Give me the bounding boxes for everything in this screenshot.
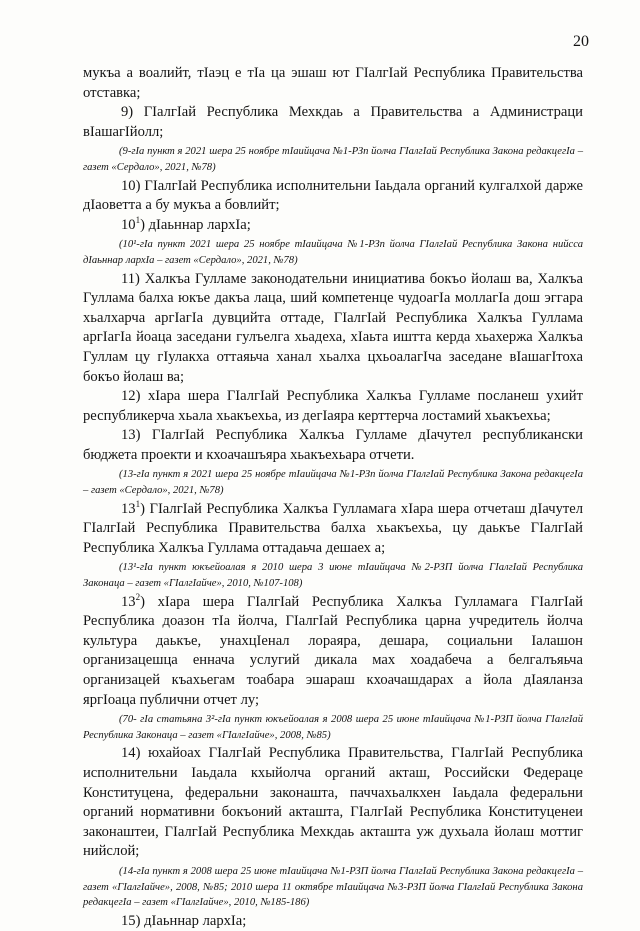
paragraph-item-15: 15) дӀаьннар лархӀа;: [121, 912, 247, 929]
amendment-note: (70- гӀа статьяна 3²-гӀа пункт юкъейоалая я 2008 шера 25 июне тӀаийцача №1-РЗП йолча ГӀалгӀай Республика Законаца – газет «ГӀалгӀайче», 2008, №85): [83, 714, 583, 741]
item-superscript: 1: [135, 498, 141, 509]
item-number: 10: [121, 216, 136, 233]
paragraph-item-11: 11) Халкъа Гулламе законодательни инициатива бокъо йолаш ва, Халкъа Гуллама балха юкъе дакъа лаца, ший компетенце чудоагӀа моллагӀа дош эггара хьалхарча аргӀагӀа дувцийта оттаде, ГӀалгӀай Республика Халкъа Гуллама аргӀагӀа йоаца заседани гулъелга хьадеха, хӀаьта иштта керда хьахержа Халкъа Гуллам цу гӀулакха оттаяьча ханал хьалха цхьоалагӀча заседане вӀашагӀтоха бокъо йолаш ва;: [83, 270, 583, 385]
item-text: ) дӀаьннар лархӀа;: [140, 216, 251, 233]
paragraph: мукъа а воалийт, тӀаэц е тӀа ца эшаш ют ГӀалгӀай Республика Правительства отставка;: [83, 65, 583, 101]
paragraph-item-10-1: [83, 216, 583, 236]
page-number: 20: [573, 33, 589, 50]
document-body: [83, 64, 583, 931]
paragraph-item-12: 12) хӀара шера ГӀалгӀай Республика Халкъа Гулламе посланеш ухийт республикерча хьала хьакъехьа, из дегӀаяра керттерча лостамий хьакъехьа;: [83, 388, 583, 424]
paragraph-item-13: 13) ГӀалгӀай Республика Халкъа Гулламе дӀачутел республикански бюджета проекти и кхоачашъяра хьакъехьара отчети.: [83, 427, 583, 463]
amendment-note: (9-гӀа пункт я 2021 шера 25 ноябре тӀаийцача №1-РЗп йолча ГӀалгӀай Республика Закона редакцегӀа – газет «Сердало», 2021, №78): [83, 146, 583, 173]
amendment-note: (10¹-гӀа пункт 2021 шера 25 ноябре тӀаийцача №1-РЗп йолча ГӀалгӀай Республика Закона нийсса дӀаьннар лархӀа – газет «Сердало», 2021, №78): [83, 239, 583, 266]
item-superscript: 2: [135, 591, 141, 602]
item-number: 13: [121, 500, 136, 517]
item-text: ) хӀара шера ГӀалгӀай Республика Халкъа Гулламага ГӀалгӀай Республика доазон тӀа йолча, ГӀалгӀай Республика царна учредитель йолча культура даькъе, унахцӀенал лораяра, дешара, социальни Іалашон организацешца еннача услугий дикала мах хоадабеча а белгалъяьча организацей къахьегам тоабара эшараш кхоачашдарах а йола дӀаяланза яргӀоаца публични отчет лу;: [83, 593, 583, 708]
item-superscript: 1: [135, 214, 141, 225]
amendment-note: (13¹-гӀа пункт юкъейоалая я 2010 шера 3 июне тӀаийцача №2-РЗП йолча ГӀалгӀай Республика Законаца – газет «ГӀалгӀайче», 2010, №107-108): [83, 562, 583, 590]
item-text: ) ГӀалгӀай Республика Халкъа Гулламага хӀара шера отчеташ дӀачутел ГӀалгӀай Республика Правительства балха хьакъехьа, цу даькъе ГӀалгӀай Республика Халкъа Гуллама оттадаьча дешаех а;: [83, 500, 583, 556]
item-number: 13: [121, 593, 136, 610]
paragraph-item-10: 10) ГӀалгӀай Республика исполнительни Іаьдала органий кулгалхой дарже дӀаоветта а бу мукъа а бовлийт;: [83, 177, 583, 214]
amendment-note: (13-гӀа пункт я 2021 шера 25 ноябре тӀаийцача №1-РЗп йолча ГӀалгӀай Республика Закона редакцегӀа – газет «Сердало», 2021, №78): [83, 469, 583, 497]
amendment-note: (14-гӀа пункт я 2008 шера 25 июне тӀаийцача №1-РЗП йолча ГӀалгӀай Республика Закона редакцегӀа – газет «ГӀалгӀайче», 2008, №85; 2010 шера 11 октябре тӀаийцача №3-РЗП йолча ГӀалгӀай Республика Закона редакцегӀа – газет «ГӀалгӀайче», 2010, №185-186): [83, 865, 583, 909]
paragraph-item-14: 14) юхайоах ГӀалгӀай Республика Правительства, ГӀалгӀай Республика исполнительни Іаьдала кхыйолча органий акташ, Российски Федераце Конституцена, федеральни законашта, паччахьалкхен Іаьдала федеральни органий нормативни бокъоний акташта, ГӀалгӀай Республика Конституценеи законаштеи, ГӀалгӀай Республика Мехкдаь акташта уж духьала йолаш моттиг нийслой;: [83, 745, 583, 860]
paragraph-item-13-2: [83, 593, 583, 711]
paragraph-item-9: 9) ГӀалгӀай Республика Мехкдаь а Правительства а Администраци вӀашагӀйолл;: [83, 104, 583, 140]
paragraph-item-13-1: [83, 500, 583, 559]
